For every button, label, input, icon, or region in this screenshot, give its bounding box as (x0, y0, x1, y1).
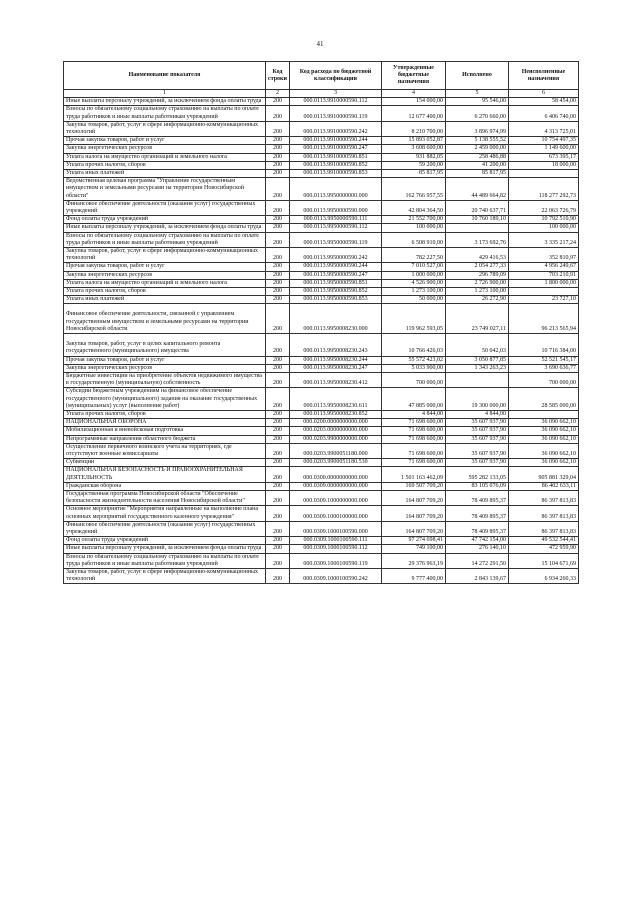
row-executed-amount: 50 042,03 (446, 334, 509, 356)
row-budget-code: 000.0203.0000000000.000 (290, 427, 382, 435)
row-executed-amount: 2 459 000,00 (446, 145, 509, 153)
row-approved-amount: 59 200,00 (382, 161, 446, 169)
row-line-code: 200 (266, 216, 290, 224)
table-row (64, 467, 579, 482)
table-row (64, 263, 579, 271)
row-unexecuted-amount: 10 792 510,90 (509, 216, 579, 224)
row-executed-amount: 85 817,95 (446, 170, 509, 178)
row-unexecuted-amount: 4 313 725,01 (509, 121, 579, 136)
row-unexecuted-amount: 1 149 600,00 (509, 145, 579, 153)
table-row (64, 388, 579, 411)
row-line-code: 200 (266, 170, 290, 178)
row-executed-amount: 3 896 974,99 (446, 121, 509, 136)
row-budget-code: 000.0113.9950008230.412 (290, 372, 382, 387)
row-approved-amount: 931 882,05 (382, 153, 446, 161)
row-executed-amount: 6 270 660,00 (446, 106, 509, 121)
row-unexecuted-amount: 15 104 671,69 (509, 553, 579, 568)
row-budget-code: 000.0309.1000100000.000 (290, 506, 382, 521)
row-budget-code: 000.0203.9900000000.000 (290, 435, 382, 443)
table-row (64, 121, 579, 136)
row-approved-amount: 71 698 600,00 (382, 435, 446, 443)
table-row (64, 216, 579, 224)
table-row (64, 296, 579, 304)
row-indicator-name: Финансовое обеспечение деятельности, связанной с управлением государственным имуществом и земельными ресурсами на территории Новосибирской области (64, 304, 266, 334)
row-indicator-name: Государственная программа Новосибирской области "Обеспечение безопасности жизнедеятельности населения Новосибирской области" (64, 490, 266, 505)
row-unexecuted-amount: 905 881 329,04 (509, 467, 579, 482)
row-unexecuted-amount: 36 090 662,10 (509, 435, 579, 443)
row-line-code: 200 (266, 521, 290, 536)
row-budget-code: 000.0113.9910000590.112 (290, 98, 382, 106)
row-line-code: 200 (266, 153, 290, 161)
table-row (64, 304, 579, 334)
row-budget-code: 000.0300.0000000000.000 (290, 467, 382, 482)
row-budget-code: 000.0113.9950008230.247 (290, 364, 382, 372)
row-budget-code: 000.0113.9910000590.242 (290, 121, 382, 136)
row-executed-amount: 78 409 895,37 (446, 506, 509, 521)
row-approved-amount: 749 100,00 (382, 545, 446, 553)
column-index-row (64, 90, 579, 98)
row-indicator-name: Субвенции (64, 459, 266, 467)
row-indicator-name: Бюджетные инвестиции на приобретение объектов недвижимого имущества в государственную (муниципальную) собственность (64, 372, 266, 387)
row-budget-code: 000.0113.9950000590.112 (290, 224, 382, 232)
row-approved-amount: 164 807 709,20 (382, 506, 446, 521)
row-unexecuted-amount (509, 170, 579, 178)
row-unexecuted-amount: 3 690 636,77 (509, 364, 579, 372)
row-executed-amount: 35 607 937,90 (446, 419, 509, 427)
table-header-row (64, 62, 579, 90)
row-budget-code: 000.0113.9950008230.000 (290, 304, 382, 334)
row-indicator-name: Закупка энергетических ресурсов (64, 145, 266, 153)
row-line-code: 200 (266, 178, 290, 201)
row-indicator-name: Иные выплаты персоналу учреждений, за исключением фонда оплаты труда (64, 545, 266, 553)
table-row (64, 161, 579, 169)
row-approved-amount: 71 698 600,00 (382, 427, 446, 435)
row-line-code: 200 (266, 545, 290, 553)
row-indicator-name: Уплата прочих налогов, сборов (64, 161, 266, 169)
row-approved-amount: 8 210 700,00 (382, 121, 446, 136)
row-approved-amount: 47 885 000,00 (382, 388, 446, 411)
row-line-code: 200 (266, 304, 290, 334)
row-approved-amount: 6 508 910,00 (382, 232, 446, 247)
table-row (64, 372, 579, 387)
row-indicator-name: Иные выплаты персоналу учреждений, за исключением фонда оплаты труда (64, 224, 266, 232)
table-row (64, 334, 579, 356)
table-row (64, 356, 579, 364)
row-indicator-name: Финансовое обеспечение деятельности (оказания услуг) государственных учреждений (64, 200, 266, 215)
row-budget-code: 000.0113.9950008230.611 (290, 388, 382, 411)
row-indicator-name: Основное мероприятие "Мероприятия направленные на выполнение плана основных мероприятий государственного казенного учреждения" (64, 506, 266, 521)
row-budget-code: 000.0113.9950000590.852 (290, 288, 382, 296)
row-unexecuted-amount (509, 288, 579, 296)
row-approved-amount: 71 698 600,00 (382, 443, 446, 458)
row-unexecuted-amount: 36 090 662,10 (509, 459, 579, 467)
row-unexecuted-amount: 472 959,90 (509, 545, 579, 553)
row-approved-amount: 700 000,00 (382, 372, 446, 387)
column-index: 6 (509, 90, 579, 98)
row-executed-amount: 1 343 263,23 (446, 364, 509, 372)
row-unexecuted-amount: 86 397 813,83 (509, 506, 579, 521)
row-indicator-name: Осуществление первичного воинского учета на территориях, где отсутствуют военные комиссариаты (64, 443, 266, 458)
header-indicator-name: Наименование показателя (64, 62, 266, 90)
row-executed-amount: 47 742 154,00 (446, 537, 509, 545)
table-row (64, 419, 579, 427)
table-row (64, 232, 579, 247)
row-indicator-name: НАЦИОНАЛЬНАЯ ОБОРОНА (64, 419, 266, 427)
row-executed-amount: 83 105 076,09 (446, 482, 509, 490)
row-indicator-name: Фонд оплаты труда учреждений (64, 216, 266, 224)
row-indicator-name: Уплата налога на имущество организаций и земельного налога (64, 279, 266, 287)
row-unexecuted-amount: 6 934 260,33 (509, 568, 579, 583)
row-budget-code: 000.0309.1000100590.000 (290, 521, 382, 536)
row-budget-code: 000.0113.9950000590.242 (290, 248, 382, 263)
row-executed-amount: 35 607 937,90 (446, 435, 509, 443)
row-line-code: 200 (266, 263, 290, 271)
row-approved-amount: 12 677 400,00 (382, 106, 446, 121)
row-indicator-name: Закупка товаров, работ, услуг в сфере информационно-коммуникационных технологий (64, 248, 266, 263)
row-executed-amount: 429 416,53 (446, 248, 509, 263)
row-indicator-name: Закупка энергетических ресурсов (64, 271, 266, 279)
row-unexecuted-amount: 22 063 726,79 (509, 200, 579, 215)
table-row (64, 271, 579, 279)
row-unexecuted-amount: 52 521 545,17 (509, 356, 579, 364)
row-executed-amount: 595 282 133,05 (446, 467, 509, 482)
row-line-code: 200 (266, 137, 290, 145)
row-executed-amount: 10 760 189,10 (446, 216, 509, 224)
row-executed-amount: 2 843 139,67 (446, 568, 509, 583)
table-row (64, 178, 579, 201)
row-approved-amount: 42 804 364,50 (382, 200, 446, 215)
column-index: 5 (446, 90, 509, 98)
row-indicator-name: Закупка товаров, работ, услуг в сфере информационно-коммуникационных технологий (64, 121, 266, 136)
row-budget-code: 000.0113.9950000590.000 (290, 200, 382, 215)
column-index: 2 (266, 90, 290, 98)
row-executed-amount: 5 138 555,52 (446, 137, 509, 145)
table-body (64, 98, 579, 584)
table-row (64, 170, 579, 178)
row-budget-code: 000.0113.9950000590.119 (290, 232, 382, 247)
row-line-code: 200 (266, 459, 290, 467)
row-approved-amount: 164 807 709,20 (382, 521, 446, 536)
row-budget-code: 000.0309.1000100590.119 (290, 553, 382, 568)
row-approved-amount: 1 501 163 462,09 (382, 467, 446, 482)
row-line-code: 200 (266, 200, 290, 215)
row-budget-code: 000.0309.1000100590.242 (290, 568, 382, 583)
row-approved-amount: 782 227,50 (382, 248, 446, 263)
row-indicator-name: Уплата иных платежей (64, 296, 266, 304)
row-indicator-name: Субсидии бюджетным учреждениям на финансовое обеспечение государственного (муниципального) задания на оказание государственных (муниципальных) услуг (выполнение работ) (64, 388, 266, 411)
row-unexecuted-amount: 10 754 497,35 (509, 137, 579, 145)
row-approved-amount: 3 608 600,00 (382, 145, 446, 153)
row-line-code: 200 (266, 482, 290, 490)
row-approved-amount: 71 698 600,00 (382, 419, 446, 427)
row-unexecuted-amount: 49 532 544,41 (509, 537, 579, 545)
row-unexecuted-amount: 58 454,00 (509, 98, 579, 106)
row-approved-amount: 5 033 900,00 (382, 364, 446, 372)
row-line-code: 200 (266, 232, 290, 247)
row-unexecuted-amount: 4 956 249,67 (509, 263, 579, 271)
row-line-code: 200 (266, 356, 290, 364)
row-executed-amount: 23 749 027,11 (446, 304, 509, 334)
row-indicator-name: Уплата прочих налогов, сборов (64, 288, 266, 296)
row-budget-code: 000.0113.9910000590.851 (290, 153, 382, 161)
row-unexecuted-amount: 96 213 565,94 (509, 304, 579, 334)
row-approved-amount: 9 777 400,00 (382, 568, 446, 583)
row-executed-amount: 276 140,10 (446, 545, 509, 553)
row-indicator-name: Уплата иных платежей (64, 170, 266, 178)
column-index: 1 (64, 90, 266, 98)
row-approved-amount: 15 893 052,87 (382, 137, 446, 145)
row-executed-amount: 78 409 895,37 (446, 521, 509, 536)
row-indicator-name: Ведомственная целевая программа "Управление государственным имуществом и земельными ресурсами на территории Новосибирской области" (64, 178, 266, 201)
table-row (64, 106, 579, 121)
row-budget-code: 000.0113.9950000590.111 (290, 216, 382, 224)
table-row (64, 153, 579, 161)
row-budget-code: 000.0113.9950000590.247 (290, 271, 382, 279)
row-approved-amount: 1 273 100,00 (382, 288, 446, 296)
row-line-code: 200 (266, 410, 290, 418)
row-line-code: 200 (266, 435, 290, 443)
row-unexecuted-amount: 36 090 662,10 (509, 427, 579, 435)
header-unexecuted: Неисполненные назначения (509, 62, 579, 90)
row-unexecuted-amount: 352 810,97 (509, 248, 579, 263)
row-unexecuted-amount: 3 335 217,24 (509, 232, 579, 247)
row-executed-amount: 3 050 877,85 (446, 356, 509, 364)
row-indicator-name: Закупка товаров, работ, услуг в целях капитального ремонта государственного (муниципального) имущества (64, 334, 266, 356)
row-budget-code: 000.0113.9910000590.244 (290, 137, 382, 145)
row-indicator-name: Уплата прочих налогов, сборов (64, 410, 266, 418)
table-row (64, 200, 579, 215)
budget-execution-table (63, 61, 579, 584)
table-row (64, 506, 579, 521)
row-indicator-name: Закупка товаров, работ, услуг в сфере информационно-коммуникационных технологий (64, 568, 266, 583)
row-line-code: 200 (266, 288, 290, 296)
table-row (64, 288, 579, 296)
row-indicator-name: Фонд оплаты труда учреждений (64, 537, 266, 545)
row-executed-amount: 258 486,88 (446, 153, 509, 161)
table-row (64, 137, 579, 145)
row-unexecuted-amount: 10 716 384,00 (509, 334, 579, 356)
row-line-code: 200 (266, 271, 290, 279)
row-budget-code: 000.0113.9910000590.852 (290, 161, 382, 169)
row-line-code: 200 (266, 145, 290, 153)
row-approved-amount: 154 000,00 (382, 98, 446, 106)
row-executed-amount: 2 054 277,33 (446, 263, 509, 271)
row-approved-amount: 1 000 000,00 (382, 271, 446, 279)
table-row (64, 224, 579, 232)
row-budget-code: 000.0113.9950000590.851 (290, 279, 382, 287)
table-row (64, 98, 579, 106)
header-budget-code: Код расхода по бюджетной классификации (290, 62, 382, 90)
row-approved-amount: 97 274 698,41 (382, 537, 446, 545)
row-approved-amount: 71 698 600,00 (382, 459, 446, 467)
table-row (64, 248, 579, 263)
row-line-code: 200 (266, 248, 290, 263)
column-index: 3 (290, 90, 382, 98)
row-indicator-name: Финансовое обеспечение деятельности (оказания услуг) государственных учреждений (64, 521, 266, 536)
row-executed-amount: 2 726 900,00 (446, 279, 509, 287)
row-budget-code: 000.0113.9950008230.852 (290, 410, 382, 418)
row-budget-code: 000.0203.9900051180.530 (290, 459, 382, 467)
table-row (64, 537, 579, 545)
header-approved: Утвержденные бюджетные назначения (382, 62, 446, 90)
row-executed-amount: 19 300 000,00 (446, 388, 509, 411)
row-line-code: 200 (266, 553, 290, 568)
row-unexecuted-amount: 700 000,00 (509, 372, 579, 387)
table-row (64, 364, 579, 372)
row-approved-amount: 29 376 963,19 (382, 553, 446, 568)
row-line-code: 200 (266, 224, 290, 232)
row-unexecuted-amount: 86 397 813,83 (509, 521, 579, 536)
row-executed-amount: 26 272,90 (446, 296, 509, 304)
row-approved-amount: 4 526 900,00 (382, 279, 446, 287)
row-indicator-name: Прочая закупка товаров, работ и услуг (64, 137, 266, 145)
row-indicator-name: Взносы по обязательному социальному страхованию на выплаты по оплате труда работников и иные выплаты работникам учреждений (64, 106, 266, 121)
row-indicator-name: Мобилизационная и вневойсковая подготовка (64, 427, 266, 435)
row-unexecuted-amount: 703 210,91 (509, 271, 579, 279)
row-budget-code: 000.0309.1000100590.111 (290, 537, 382, 545)
row-approved-amount: 169 507 709,20 (382, 482, 446, 490)
table-row (64, 435, 579, 443)
row-line-code: 200 (266, 334, 290, 356)
row-indicator-name: Взносы по обязательному социальному страхованию на выплаты по оплате труда работников и иные выплаты работникам учреждений (64, 232, 266, 247)
row-unexecuted-amount: 86 402 633,11 (509, 482, 579, 490)
row-unexecuted-amount: 673 395,17 (509, 153, 579, 161)
row-unexecuted-amount: 23 727,10 (509, 296, 579, 304)
row-approved-amount: 21 552 700,00 (382, 216, 446, 224)
table-row (64, 553, 579, 568)
row-unexecuted-amount: 18 000,00 (509, 161, 579, 169)
row-line-code: 200 (266, 106, 290, 121)
row-line-code: 200 (266, 121, 290, 136)
row-executed-amount: 35 607 937,90 (446, 443, 509, 458)
row-budget-code: 000.0200.0000000000.000 (290, 419, 382, 427)
table-row (64, 427, 579, 435)
table-row (64, 482, 579, 490)
row-unexecuted-amount: 1 800 000,00 (509, 279, 579, 287)
row-line-code: 200 (266, 279, 290, 287)
row-indicator-name: Взносы по обязательному социальному страхованию на выплаты по оплате труда работников и иные выплаты работникам учреждений (64, 553, 266, 568)
row-line-code: 200 (266, 296, 290, 304)
row-line-code: 200 (266, 490, 290, 505)
table-row (64, 490, 579, 505)
row-budget-code: 000.0113.9950008230.244 (290, 356, 382, 364)
row-line-code: 200 (266, 467, 290, 482)
table-row (64, 568, 579, 583)
row-budget-code: 000.0113.9950000590.853 (290, 296, 382, 304)
row-line-code: 200 (266, 427, 290, 435)
table-row (64, 545, 579, 553)
row-budget-code: 000.0309.1000000000.000 (290, 490, 382, 505)
row-executed-amount (446, 224, 509, 232)
row-indicator-name: Иные выплаты персоналу учреждений, за исключением фонда оплаты труда (64, 98, 266, 106)
row-indicator-name: Прочая закупка товаров, работ и услуг (64, 263, 266, 271)
row-line-code: 200 (266, 98, 290, 106)
row-line-code: 200 (266, 568, 290, 583)
row-approved-amount: 164 807 709,20 (382, 490, 446, 505)
row-executed-amount (446, 372, 509, 387)
row-budget-code: 000.0113.9950008230.243 (290, 334, 382, 356)
row-budget-code: 000.0203.9900051180.000 (290, 443, 382, 458)
table-row (64, 279, 579, 287)
page-number: 41 (316, 40, 324, 48)
row-approved-amount: 7 010 527,00 (382, 263, 446, 271)
row-line-code: 200 (266, 364, 290, 372)
row-budget-code: 000.0113.9910000590.853 (290, 170, 382, 178)
row-approved-amount: 162 766 957,55 (382, 178, 446, 201)
row-unexecuted-amount: 86 397 813,83 (509, 490, 579, 505)
row-indicator-name: Закупка энергетических ресурсов (64, 364, 266, 372)
row-executed-amount: 3 173 692,76 (446, 232, 509, 247)
row-indicator-name: Гражданская оборона (64, 482, 266, 490)
row-line-code: 200 (266, 506, 290, 521)
row-line-code: 200 (266, 537, 290, 545)
row-approved-amount: 119 962 593,05 (382, 304, 446, 334)
header-line-code: Код строки (266, 62, 290, 90)
row-approved-amount: 100 000,00 (382, 224, 446, 232)
table-row (64, 410, 579, 418)
table-row (64, 145, 579, 153)
row-budget-code: 000.0309.0000000000.000 (290, 482, 382, 490)
row-unexecuted-amount: 118 277 292,73 (509, 178, 579, 201)
row-budget-code: 000.0113.9910000590.119 (290, 106, 382, 121)
row-line-code: 200 (266, 388, 290, 411)
row-unexecuted-amount: 28 585 000,00 (509, 388, 579, 411)
row-unexecuted-amount: 6 406 740,00 (509, 106, 579, 121)
row-approved-amount: 10 766 426,03 (382, 334, 446, 356)
row-indicator-name: Уплата налога на имущество организаций и земельного налога (64, 153, 266, 161)
table-row (64, 521, 579, 536)
row-executed-amount: 20 740 637,71 (446, 200, 509, 215)
row-executed-amount: 44 489 664,82 (446, 178, 509, 201)
row-executed-amount: 35 607 937,90 (446, 427, 509, 435)
row-indicator-name: Непрограммные направления областного бюджета (64, 435, 266, 443)
row-budget-code: 000.0113.9950000590.244 (290, 263, 382, 271)
row-executed-amount: 78 409 895,37 (446, 490, 509, 505)
row-executed-amount: 35 607 937,90 (446, 459, 509, 467)
row-indicator-name: НАЦИОНАЛЬНАЯ БЕЗОПАСНОСТЬ И ПРАВООХРАНИТЕЛЬНАЯ ДЕЯТЕЛЬНОСТЬ (64, 467, 266, 482)
row-line-code: 200 (266, 443, 290, 458)
row-approved-amount: 4 844,00 (382, 410, 446, 418)
header-executed: Исполнено (446, 62, 509, 90)
row-unexecuted-amount: 36 090 662,10 (509, 443, 579, 458)
row-line-code: 200 (266, 372, 290, 387)
row-unexecuted-amount: 36 090 662,10 (509, 419, 579, 427)
row-executed-amount: 14 272 291,50 (446, 553, 509, 568)
column-index: 4 (382, 90, 446, 98)
row-executed-amount: 4 844,00 (446, 410, 509, 418)
row-executed-amount: 41 200,00 (446, 161, 509, 169)
row-budget-code: 000.0113.9910000590.247 (290, 145, 382, 153)
row-executed-amount: 95 546,00 (446, 98, 509, 106)
row-approved-amount: 85 817,95 (382, 170, 446, 178)
table-row (64, 443, 579, 458)
row-unexecuted-amount (509, 410, 579, 418)
row-executed-amount: 296 789,09 (446, 271, 509, 279)
row-unexecuted-amount: 100 000,00 (509, 224, 579, 232)
row-approved-amount: 50 000,00 (382, 296, 446, 304)
row-line-code: 200 (266, 419, 290, 427)
table-row (64, 459, 579, 467)
row-budget-code: 000.0113.9950000000.000 (290, 178, 382, 201)
row-budget-code: 000.0309.1000100590.112 (290, 545, 382, 553)
row-indicator-name: Прочая закупка товаров, работ и услуг (64, 356, 266, 364)
row-approved-amount: 55 572 423,02 (382, 356, 446, 364)
row-line-code: 200 (266, 161, 290, 169)
row-executed-amount: 1 273 100,00 (446, 288, 509, 296)
